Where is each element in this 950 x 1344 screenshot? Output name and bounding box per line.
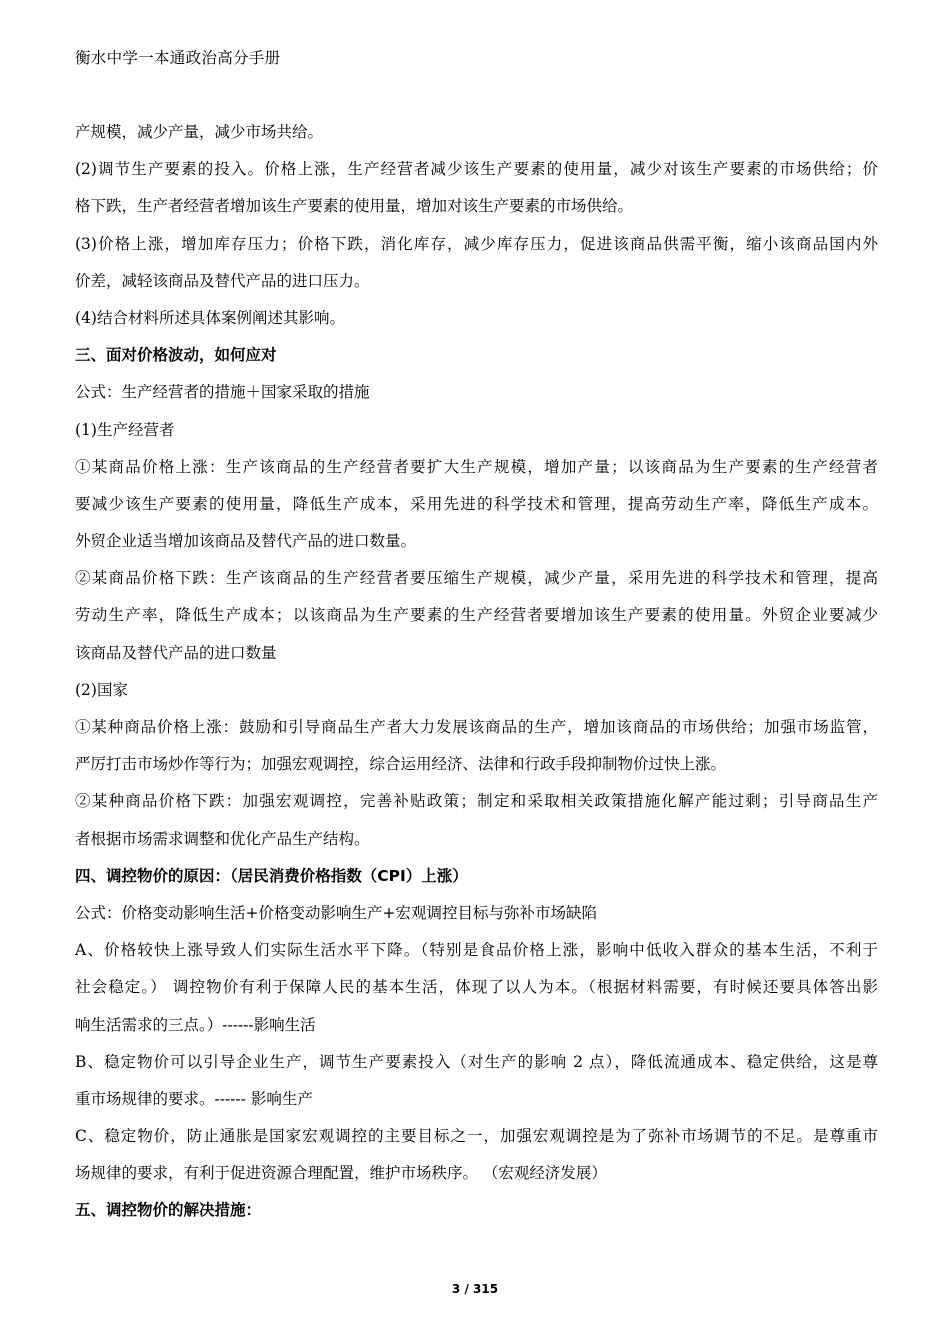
text-line: (1)生产经营者	[75, 420, 175, 439]
text-line: A、价格较快上涨导致人们实际生活水平下降。（特别是食品价格上涨，影响中低收入群众的基本生活，不利于	[75, 941, 878, 960]
text-line: 响生活需求的三点。）------影响生活	[75, 1015, 316, 1034]
document-body	[75, 121, 878, 1237]
text-line: B、稳定物价可以引导企业生产，调节生产要素投入（对生产的影响 2 点），降低流通成本、稳定供给，这是尊	[75, 1052, 878, 1071]
text-line: ①某商品价格上涨：生产该商品的生产经营者要扩大生产规模，增加产量；以该商品为生产要素的生产经营者	[75, 457, 878, 476]
text-line: C、稳定物价，防止通胀是国家宏观调控的主要目标之一，加强宏观调控是为了弥补市场调节的不足。是尊重市	[75, 1127, 878, 1146]
section-heading: 三、面对价格波动，如何应对	[75, 346, 277, 365]
text-line: (2)国家	[75, 680, 128, 699]
text-line: 公式：生产经营者的措施＋国家采取的措施	[75, 383, 370, 402]
text-line: 外贸企业适当增加该商品及替代产品的进口数量。	[75, 532, 417, 551]
document-header-title: 衡水中学一本通政治高分手册	[75, 49, 281, 67]
text-line: 者根据市场需求调整和优化产品生产结构。	[75, 829, 370, 848]
text-line: 公式：价格变动影响生活+价格变动影响生产+宏观调控目标与弥补市场缺陷	[75, 903, 597, 922]
section-heading: 四、调控物价的原因：（居民消费价格指数（CPI）上涨）	[75, 866, 468, 885]
text-line: 产规模，减少产量，减少市场共给。	[75, 123, 324, 141]
text-line: (2)调节生产要素的投入。价格上涨，生产经营者减少该生产要素的使用量，减少对该生产要素的市场供给；价	[75, 160, 878, 179]
text-line: (3)价格上涨，增加库存压力；价格下跌，消化库存，减少库存压力，促进该商品供需平衡，缩小该商品国内外	[75, 234, 878, 253]
text-line: 价差，减轻该商品及替代产品的进口压力。	[75, 271, 370, 290]
text-line: 严厉打击市场炒作等行为；加强宏观调控，综合运用经济、法律和行政手段抑制物价过快上涨。	[75, 755, 727, 774]
text-line: 劳动生产率，降低生产成本；以该商品为生产要素的生产经营者要增加该生产要素的使用量。外贸企业要减少	[75, 606, 878, 625]
text-line: 场规律的要求，有利于促进资源合理配置，维护市场秩序。 （宏观经济发展）	[75, 1164, 607, 1183]
text-line: 该商品及替代产品的进口数量	[75, 643, 277, 662]
text-line: 社会稳定。） 调控物价有利于保障人民的基本生活，体现了以人为本。（根据材料需要，有时候还要具体答出影	[75, 978, 878, 997]
section-heading: 五、调控物价的解决措施：	[75, 1201, 262, 1220]
text-line: (4)结合材料所述具体案例阐述其影响。	[75, 308, 345, 327]
text-line: ②某商品价格下跌：生产该商品的生产经营者要压缩生产规模，减少产量，采用先进的科学技术和管理，提高	[75, 569, 878, 588]
text-line: ①某种商品价格上涨：鼓励和引导商品生产者大力发展该商品的生产，增加该商品的市场供给；加强市场监管，	[75, 718, 878, 736]
page-number: 3 / 315	[451, 1282, 499, 1296]
text-line: 要减少该生产要素的使用量，降低生产成本，采用先进的科学技术和管理，提高劳动生产率，降低生产成本。	[75, 494, 878, 513]
text-line: 重市场规律的要求。------ 影响生产	[75, 1089, 313, 1108]
text-line: 格下跌，生产者经营者增加该生产要素的使用量，增加对该生产要素的市场供给。	[75, 197, 634, 216]
text-line: ②某种商品价格下跌：加强宏观调控，完善补贴政策；制定和采取相关政策措施化解产能过剩；引导商品生产	[75, 792, 878, 811]
